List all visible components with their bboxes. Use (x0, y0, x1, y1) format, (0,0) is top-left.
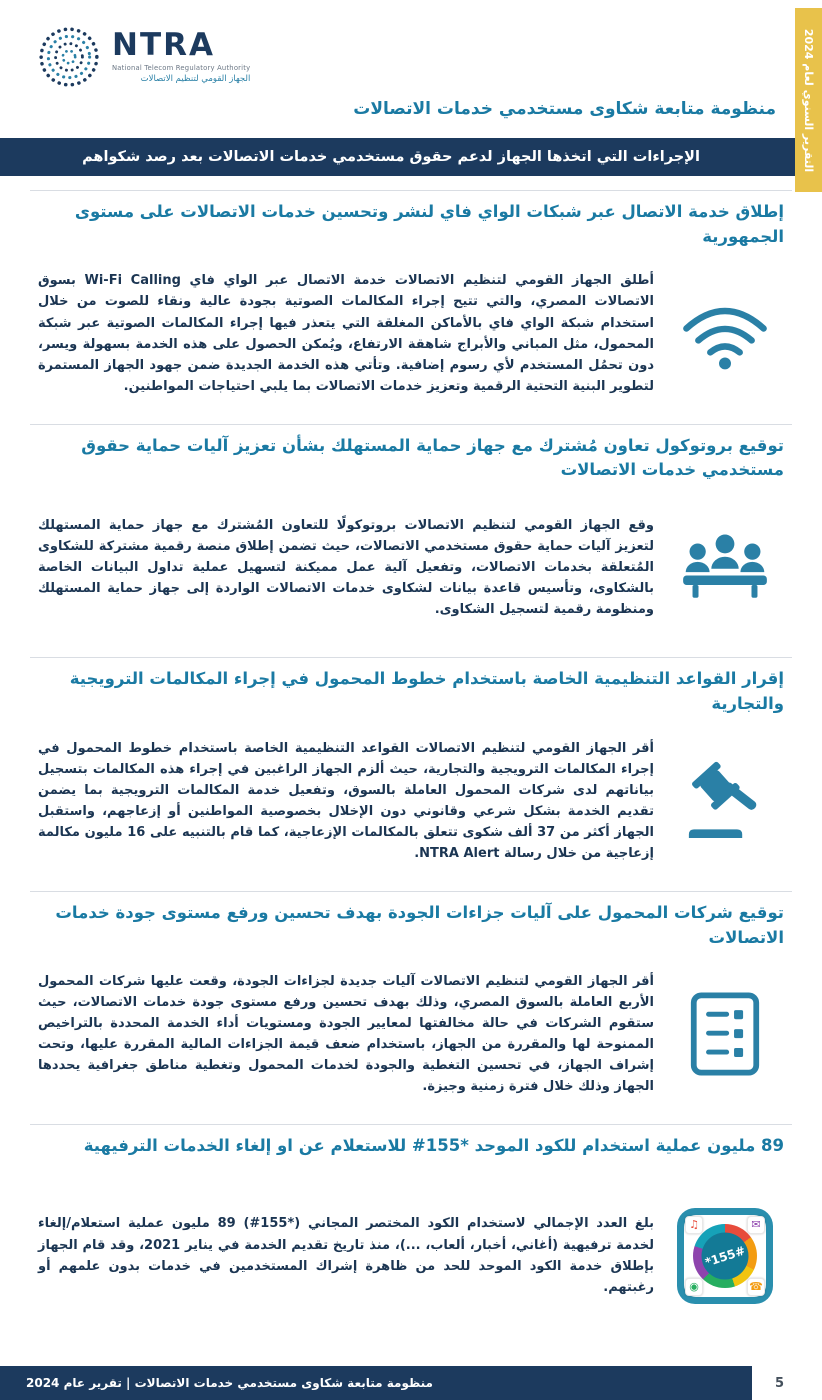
footer-label: منظومة متابعة شكاوى مستخدمي خدمات الاتصالات | تقرير عام 2024 (26, 1376, 433, 1390)
message-icon: ✉ (747, 1216, 765, 1234)
page-number: 5 (774, 1376, 784, 1391)
section-body: بلغ العدد الإجمالي لاستخدام الكود المختصر المجاني (*155#) 89 مليون عملية استعلام/إلغاء لخدمة ترفيهية (أغاني، أخبار، ألعاب، ...)، منذ تاريخ تقديم الخدمة في يناير 2021، وقد قام الجهاز بإطلاق خدمة الكود الموحد للحد من ظاهرة إشراك المستخدمين في خدمات بدون علمهم أو رغبتهم. (38, 1216, 655, 1295)
logo-subtitle-en: National Telecom Regulatory Authority (112, 64, 251, 72)
section-quality-penalties (30, 891, 792, 1125)
section-heading: إقرار القواعد التنظيمية الخاصة باستخدام خطوط المحمول في إجراء المكالمات الترويجية والتجارية (69, 669, 784, 713)
phone-icon: ☎ (747, 1278, 765, 1296)
logo-subtitle-ar: الجهاز القومي لتنظيم الاتصالات (140, 74, 251, 84)
music-icon: ♫ (685, 1216, 703, 1234)
ntra-logo (36, 24, 250, 90)
section-heading: 89 مليون عملية استخدام للكود الموحد *155# للاستعلام عن او إلغاء الخدمات الترفيهية (83, 1136, 784, 1156)
meeting-icon (666, 529, 784, 605)
section-heading: توقيع شركات المحمول على آليات جزاءات الجودة بهدف تحسين ورفع مستوى جودة خدمات الاتصالات (55, 902, 784, 947)
logo-title: NTRA (112, 27, 215, 63)
section-body: أطلق الجهاز القومي لتنظيم الاتصالات خدمة الاتصال عبر الواي فاي Wi-Fi Calling بسوق الاتصالات المصري، والتي تتيح إجراء المكالمات الصوتية بجودة عالية ونقاء للصوت من خلال استخدام شبكة الواي فاي بالأماكن المغلقة التي يتعذر فيها إجراء المكالمات الصوتية عبر شبكة المحمول، مثل المباني والأبراج شاهقة الارتفاع، ويُمكن الحصول على هذه الخدمة بسهولة ويسر، دون تحمُل المستخدم لأي رسوم إضافية. وتأتي هذه الخدمة الجديدة ضمن جهود الجهاز المستمرة لتطوير البنية التحتية الرقمية وتعزيز خدمات الاتصالات بما يلبي احتياجات المواطنين. (38, 273, 654, 394)
gavel-icon (666, 757, 784, 845)
sections-list (30, 190, 792, 1358)
section-body: أقر الجهاز القومي لتنظيم الاتصالات القواعد التنظيمية الخاصة باستخدام خطوط المحمول في إجراء المكالمات الترويجية والتجارية، حيث ألزم الجهاز الراغبين في إجراء هذه المكالمات بتسجيل بياناتهم لدى شركات المحمول العاملة بالسوق، وتفعيل خدمة المكالمات الترويجية بما يضمن تقديم الخدمة بشكل شرعي وقانوني دون الإخلال بخصوصية المواطنين أو إزعاجهم، واستقبل الجهاز أكثر من 37 ألف شكوى تتعلق بالمكالمات الإزعاجية، كما قام بالتنبيه على 16 مليون مكالمة إزعاجية من خلال رسالة NTRA Alert. (38, 740, 655, 861)
ribbon-label: التقرير السنوي لعام 2024 (802, 28, 815, 172)
section-heading: إطلاق خدمة الاتصال عبر شبكات الواي فاي لنشر وتحسين خدمات الاتصالات على مستوى الجمهورية (74, 202, 784, 246)
header-banner: الإجراءات التي اتخذها الجهاز لدعم حقوق مستخدمي خدمات الاتصالات بعد رصد شكواهم (0, 138, 822, 176)
games-icon: ◉ (685, 1278, 703, 1296)
ussd-code-label: *155# (695, 1226, 754, 1285)
footer-bar (0, 1366, 752, 1400)
quality-checklist-icon (666, 990, 784, 1078)
section-protocol-consumer-protection (30, 424, 792, 658)
section-body: وقع الجهاز القومي لتنظيم الاتصالات بروتوكولًا للتعاون المُشترك مع جهاز حماية المستهلك لتعزيز آليات حماية حقوق مستخدمي الاتصالات، حيث تضمن إطلاق منصة رقمية مشتركة للشكاوى المُتعلقة بخدمات الاتصالات، وتفعيل آلية عمل مميكنة لتسهيل عملية تداول البيانات الخاصة بالشكاوى، وتأسيس قاعدة بيانات لشكاوى خدمات الاتصالات الواردة إلى جهاز حماية المستهلك ومنظومة رقمية لتسجيل الشكاوى. (38, 517, 654, 617)
ntra-globe-icon (36, 24, 102, 90)
section-wifi-calling (30, 190, 792, 424)
section-heading: توقيع بروتوكول تعاون مُشترك مع جهاز حماية المستهلك بشأن تعزيز آليات حماية حقوق مستخدمي خدمات الاتصالات (81, 435, 784, 480)
annual-report-ribbon (795, 8, 822, 192)
ussd-code-icon (666, 1208, 784, 1304)
section-ussd-155-code (30, 1124, 792, 1358)
wifi-icon (666, 297, 784, 371)
page-title: منظومة متابعة شكاوى مستخدمي خدمات الاتصالات (353, 99, 776, 119)
section-promo-calls-rules (30, 657, 792, 891)
section-body: أقر الجهاز القومي لتنظيم الاتصالات آليات جديدة لجزاءات الجودة، وقعت عليها شركات المحمول الأربع العاملة بالسوق المصري، وذلك بهدف تحسين ورفع مستوى جودة خدمات الاتصالات، حيث ستقوم الشركات في حالة مخالفتها لمعايير الجودة ومستويات أداء الخدمة المحددة بالتراخيص الممنوحة لها والمقررة من الجهاز، باستخدام ضعف قيمة الجزاءات المالية المقررة عليها، وتحت إشراف الجهاز، في تحسين التغطية والجودة لخدمات المحمول وتغطية مناطق جغرافية يحددها الجهاز وذلك خلال فترة زمنية وجيزة. (38, 974, 654, 1095)
